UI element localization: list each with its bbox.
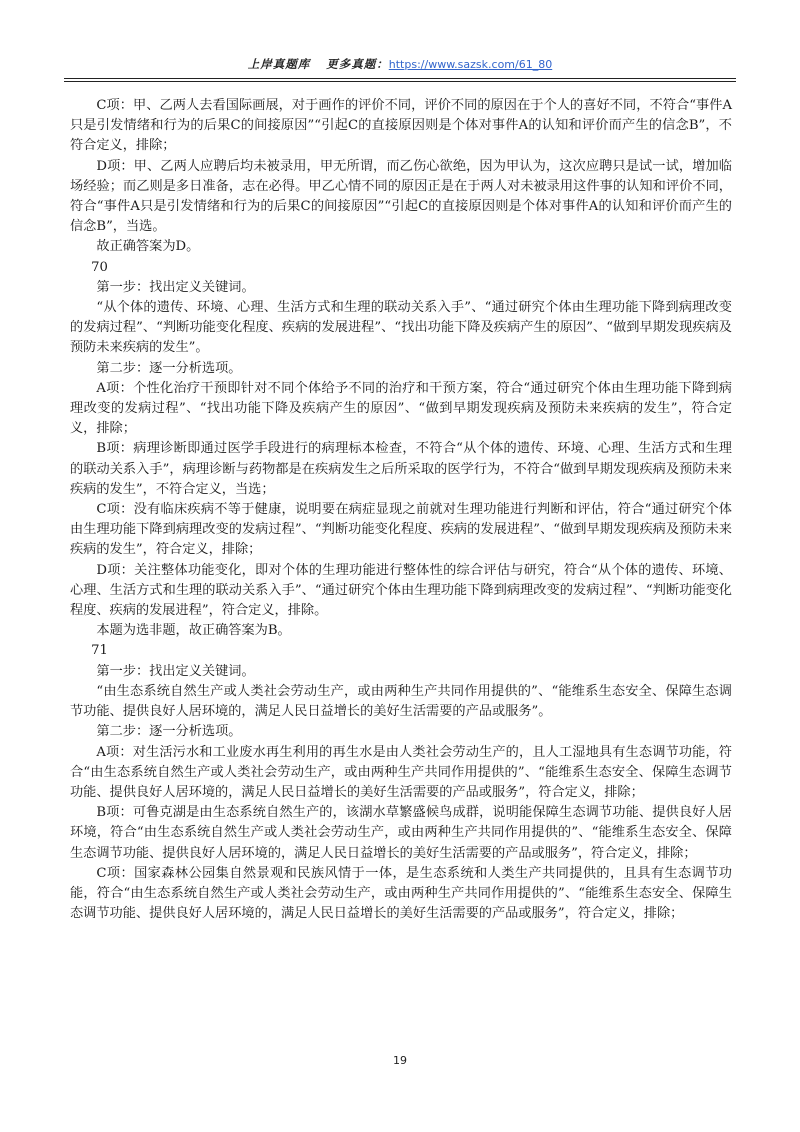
paragraph: “从个体的遗传、环境、心理、生活方式和生理的联动关系入手”、“通过研究个体由生理功能下降到病理改变的发病过程”、“判断功能变化程度、疾病的发展进程”、“找出功能下降及疾病产生的原因”、“做到早期发现疾病及预防未来疾病的发生”。 <box>70 300 732 356</box>
paragraph: 第一步：找出定义关键词。 <box>96 663 255 679</box>
paragraph: D项：甲、乙两人应聘后均未被录用，甲无所谓，而乙伤心欲绝，因为甲认为，这次应聘只是试一试，增加临场经验；而乙则是多日准备，志在必得。甲乙心情不同的原因正是在于两人对未被录用这件事的认知和评价不同，符合“事件A只是引发情绪和行为的后果C的间接原因”“引起C的直接原因则是个体对事件A的认知和评价而产生的信念B”，当选。 <box>70 158 732 235</box>
header-more-label: 更多真题： <box>326 57 389 71</box>
paragraph: 第二步：逐一分析选项。 <box>96 724 242 740</box>
paragraph: A项：对生活污水和工业废水再生利用的再生水是由人类社会劳动生产的，且人工湿地具有生态调节功能，符合“由生态系统自然生产或人类社会劳动生产，或由两种生产共同作用提供的”、“能维系生态安全、保障生态调节功能、提供良好人居环境的，满足人民日益增长的美好生活需要的产品或服务”，符合定义，排除； <box>70 744 732 800</box>
header-brand: 上岸真题库 <box>247 57 311 71</box>
question-number: 71 <box>91 643 108 659</box>
paragraph: 本题为选非题，故正确答案为B。 <box>96 623 291 639</box>
question-number: 70 <box>91 259 108 275</box>
paragraph: C项：国家森林公园集自然景观和民族风情于一体，是生态系统和人类生产共同提供的，且具有生态调节功能，符合“由生态系统自然生产或人类社会劳动生产，或由两种生产共同作用提供的”、“能维系生态安全、保障生态调节功能、提供良好人居环境的，满足人民日益增长的美好生活需要的产品或服务”，符合定义，排除； <box>70 865 732 922</box>
page-header <box>64 56 736 78</box>
paragraph: D项：关注整体功能变化，即对个体的生理功能进行整体性的综合评估与研究，符合“从个体的遗传、环境、心理、生活方式和生理的联动关系入手”、“通过研究个体由生理功能下降到病理改变的发病过程”、“判断功能变化程度、疾病的发展进程”，符合定义，排除。 <box>70 562 732 619</box>
paragraph: B项：可鲁克湖是由生态系统自然生产的，该湖水草繁盛候鸟成群，说明能保障生态调节功能、提供良好人居环境，符合“由生态系统自然生产或人类社会劳动生产，或由两种生产共同作用提供的”、“能维系生态安全、保障生态调节功能、提供良好人居环境的，满足人民日益增长的美好生活需要的产品或服务”，符合定义，排除； <box>70 805 732 861</box>
paragraph: A项：个性化治疗干预即针对不同个体给予不同的治疗和干预方案，符合“通过研究个体由生理功能下降到病理改变的发病过程”、“找出功能下降及疾病产生的原因”、“做到早期发现疾病及预防未来疾病的发生”，符合定义，排除； <box>70 380 732 437</box>
paragraph: C项：没有临床疾病不等于健康，说明要在病症显现之前就对生理功能进行判断和评估，符合“通过研究个体由生理功能下降到病理改变的发病过程”、“判断功能变化程度、疾病的发展进程”、“做到早期发现疾病及预防未来疾病的发生”，符合定义，排除； <box>70 502 732 558</box>
paragraph: C项：甲、乙两人去看国际画展，对于画作的评价不同，评价不同的原因在于个人的喜好不同，不符合“事件A只是引发情绪和行为的后果C的间接原因”“引起C的直接原因则是个体对事件A的认知和评价而产生的信念B”，不符合定义，排除； <box>70 98 732 154</box>
page-number: 19 <box>393 1054 407 1067</box>
paragraph: “由生态系统自然生产或人类社会劳动生产，或由两种生产共同作用提供的”、“能维系生态安全、保障生态调节功能、提供良好人居环境的，满足人民日益增长的美好生活需要的产品或服务”。 <box>70 683 732 720</box>
header-rule-thick <box>64 78 736 79</box>
paragraph: 第一步：找出定义关键词。 <box>96 279 255 295</box>
paragraph: 故正确答案为D。 <box>96 239 200 255</box>
document-body <box>70 96 732 924</box>
header-rule-thin <box>64 81 736 82</box>
paragraph: B项：病理诊断即通过医学手段进行的病理标本检查，不符合“从个体的遗传、环境、心理、生活方式和生理的联动关系入手”，病理诊断与药物都是在疾病发生之后所采取的医学行为，不符合“做到早期发现疾病及预防未来疾病的发生”，不符合定义，当选； <box>70 441 732 497</box>
header-url-link[interactable]: https://www.sazsk.com/61_80 <box>388 58 553 71</box>
paragraph: 第二步：逐一分析选项。 <box>96 360 242 376</box>
